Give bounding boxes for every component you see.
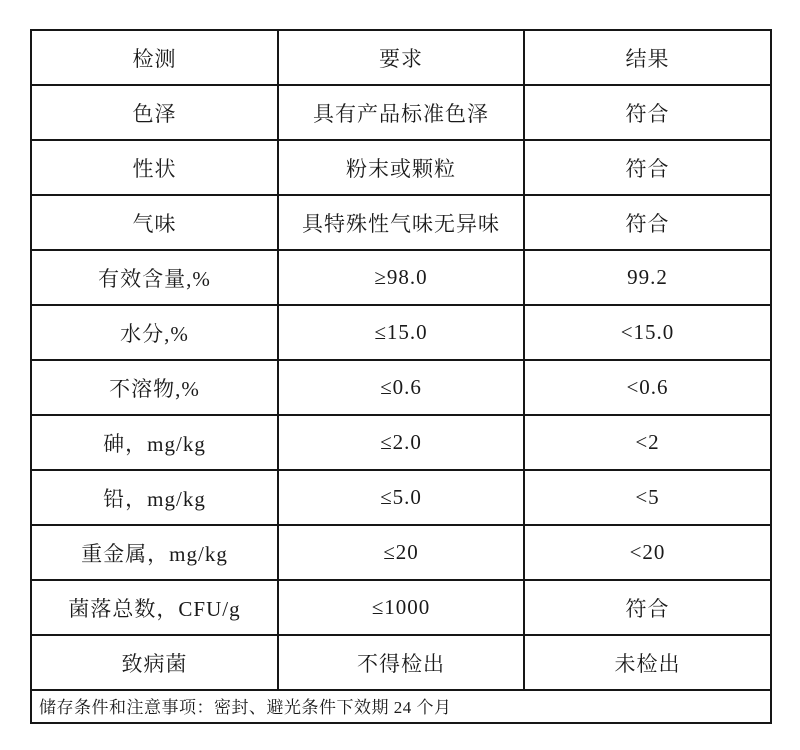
cell-item: 性状 bbox=[31, 140, 278, 195]
cell-item: 气味 bbox=[31, 195, 278, 250]
table-footer-row bbox=[31, 690, 771, 723]
cell-requirement: ≤1000 bbox=[278, 580, 524, 635]
cell-result: 未检出 bbox=[524, 635, 771, 690]
cell-result: 符合 bbox=[524, 140, 771, 195]
inspection-table bbox=[30, 29, 772, 724]
cell-result: <15.0 bbox=[524, 305, 771, 360]
cell-requirement: ≥98.0 bbox=[278, 250, 524, 305]
cell-result: 符合 bbox=[524, 85, 771, 140]
storage-note: 储存条件和注意事项：密封、避光条件下效期 24 个月 bbox=[31, 690, 771, 723]
table-row bbox=[31, 85, 771, 140]
header-cell-requirement: 要求 bbox=[278, 30, 524, 85]
table-row bbox=[31, 470, 771, 525]
cell-result: 符合 bbox=[524, 580, 771, 635]
cell-item: 菌落总数，CFU/g bbox=[31, 580, 278, 635]
header-cell-result: 结果 bbox=[524, 30, 771, 85]
cell-item: 砷，mg/kg bbox=[31, 415, 278, 470]
cell-requirement: ≤0.6 bbox=[278, 360, 524, 415]
cell-requirement: 不得检出 bbox=[278, 635, 524, 690]
table-row bbox=[31, 415, 771, 470]
cell-requirement: ≤5.0 bbox=[278, 470, 524, 525]
table-row bbox=[31, 305, 771, 360]
cell-result: <2 bbox=[524, 415, 771, 470]
cell-result: <5 bbox=[524, 470, 771, 525]
table-row bbox=[31, 525, 771, 580]
cell-item: 铅，mg/kg bbox=[31, 470, 278, 525]
table-row bbox=[31, 195, 771, 250]
cell-requirement: 具特殊性气味无异味 bbox=[278, 195, 524, 250]
table-row bbox=[31, 250, 771, 305]
cell-item: 重金属，mg/kg bbox=[31, 525, 278, 580]
cell-item: 色泽 bbox=[31, 85, 278, 140]
table-row bbox=[31, 635, 771, 690]
cell-item: 不溶物,% bbox=[31, 360, 278, 415]
table-row bbox=[31, 140, 771, 195]
cell-item: 水分,% bbox=[31, 305, 278, 360]
table-row bbox=[31, 360, 771, 415]
header-cell-test: 检测 bbox=[31, 30, 278, 85]
cell-result: 99.2 bbox=[524, 250, 771, 305]
cell-result: <20 bbox=[524, 525, 771, 580]
cell-requirement: 具有产品标准色泽 bbox=[278, 85, 524, 140]
table-header-row bbox=[31, 30, 771, 85]
cell-requirement: ≤20 bbox=[278, 525, 524, 580]
cell-requirement: 粉末或颗粒 bbox=[278, 140, 524, 195]
table-row bbox=[31, 580, 771, 635]
cell-item: 致病菌 bbox=[31, 635, 278, 690]
cell-result: 符合 bbox=[524, 195, 771, 250]
cell-requirement: ≤2.0 bbox=[278, 415, 524, 470]
cell-item: 有效含量,% bbox=[31, 250, 278, 305]
cell-result: <0.6 bbox=[524, 360, 771, 415]
cell-requirement: ≤15.0 bbox=[278, 305, 524, 360]
